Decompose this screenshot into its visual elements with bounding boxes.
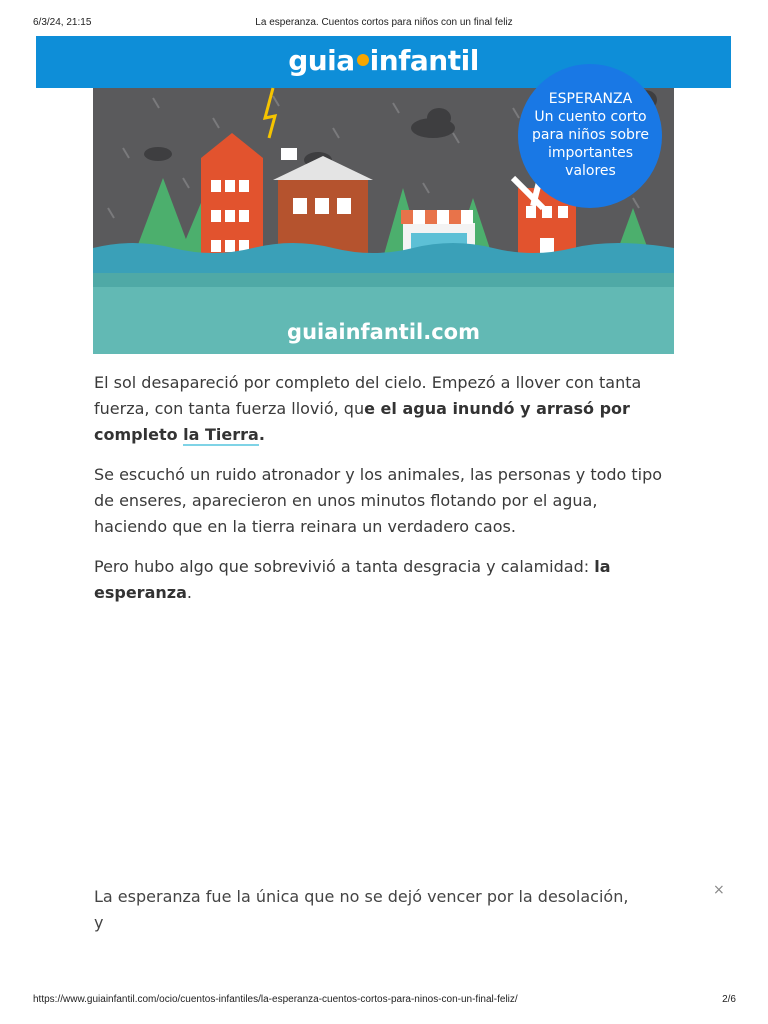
site-logo[interactable] <box>36 44 731 77</box>
hero-badge-line5: valores <box>565 163 616 179</box>
print-url: https://www.guiainfantil.com/ocio/cuentos-infantiles/la-esperanza-cuentos-cortos-para-ninos-con-un-final-feliz/ <box>33 994 518 1005</box>
article-body <box>94 370 674 620</box>
clipped-paragraph <box>94 880 634 932</box>
hero-badge <box>518 90 663 180</box>
hero-badge-line2: Un cuento corto <box>534 109 647 125</box>
logo-text-right: infantil <box>369 44 479 77</box>
clipped-paragraph-text: La esperanza fue la única que no se dejó vencer por la desolación, y <box>94 887 629 932</box>
paragraph-3 <box>94 554 674 606</box>
paragraph-1-end: . <box>258 425 265 444</box>
paragraph-1-bold: e el agua inundó y arrasó por completo <box>94 399 630 444</box>
close-icon[interactable]: × <box>713 882 725 898</box>
paragraph-3-bold: la esperanza <box>94 557 611 602</box>
print-page-number: 2/6 <box>722 994 736 1005</box>
logo-text-left: guia <box>288 44 355 77</box>
paragraph-1 <box>94 370 674 448</box>
hero-watermark: guiainfantil.com <box>287 320 480 344</box>
hero-illustration <box>93 88 674 354</box>
tierra-link[interactable]: la Tierra <box>183 425 259 444</box>
logo-dot-icon <box>357 54 369 66</box>
paragraph-3-text: Pero hubo algo que sobrevivió a tanta desgracia y calamidad: <box>94 557 595 576</box>
paragraph-3-end: . <box>186 583 192 602</box>
paragraph-2: Se escuchó un ruido atronador y los animales, las personas y todo tipo de enseres, aparecieron en unos minutos flotando por el agua, haciendo que en la tierra reinara un verdadero caos. <box>94 465 663 536</box>
hero-badge-line4: importantes <box>547 145 634 161</box>
print-footer <box>0 994 768 1008</box>
hero-badge-line1: ESPERANZA <box>548 91 633 107</box>
print-datetime: 6/3/24, 21:15 <box>33 17 92 28</box>
print-header <box>0 17 768 31</box>
hero-badge-line3: para niños sobre <box>531 127 649 143</box>
print-title: La esperanza. Cuentos cortos para niños con un final feliz <box>255 17 513 28</box>
paragraph-1-text: El sol desapareció por completo del cielo. Empezó a llover con tanta fuerza, con tanta fuerza llovió, qu <box>94 373 642 418</box>
